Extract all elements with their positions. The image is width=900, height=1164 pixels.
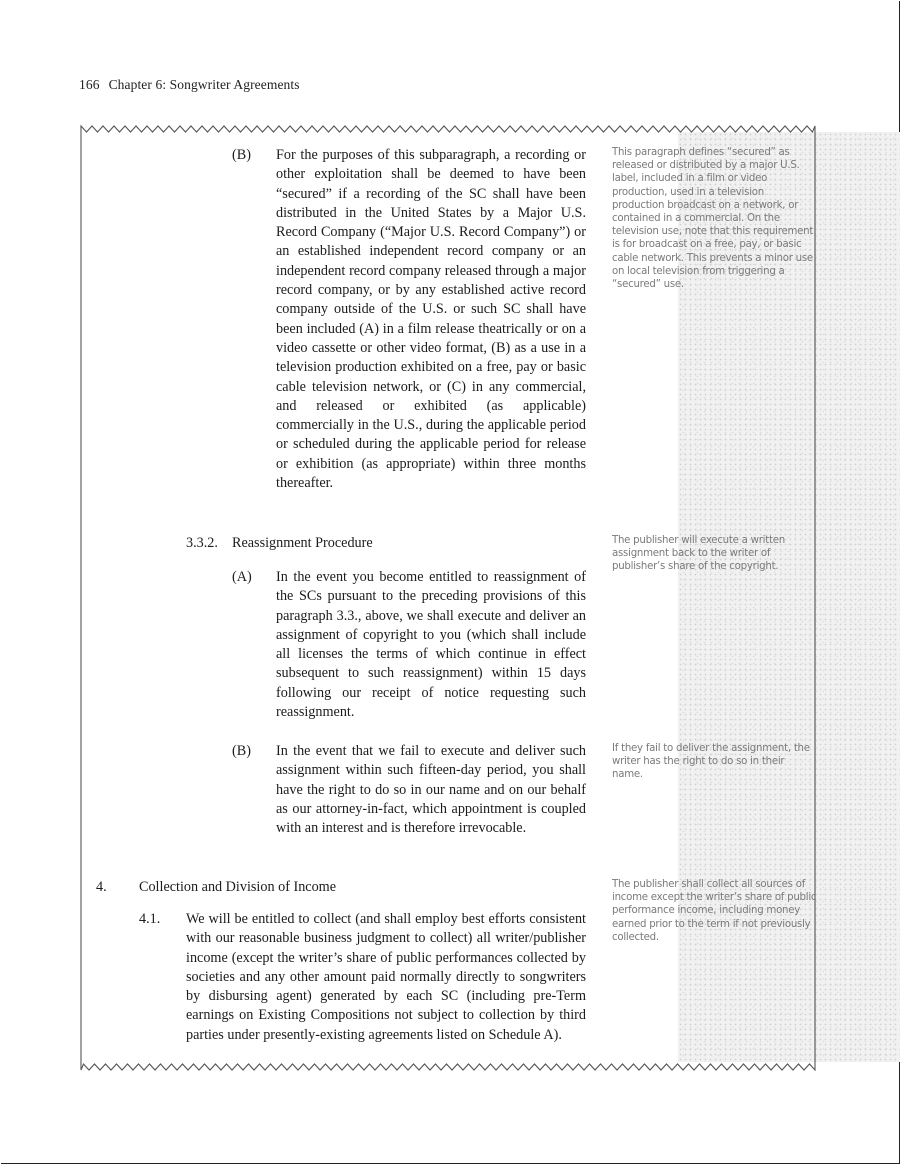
secured-definition-paragraph: For the purposes of this subparagraph, a recording or other exploitation shall be deemed to have been “secured” if a recording of the SC shall have been distributed in the United States by a Major U.S. Record Company (“Major U.S. Record Company”) or an established independent record company or an independent record company released through a major record company, or by any established active record company outside of the U.S. or such SC shall have been included (A) in a film release theatrically or on a video cassette or other video format, (B) as a use in a television production exhibited on a free, pay or basic cable television network, or (C) in any commercial, and released or exhibited (as applicable) commercially in the U.S., during the applicable period or scheduled during the applicable period for release or exhibition (as appropriate) within three months thereafter. — [276, 147, 586, 492]
note-collection: The publisher shall collect all sources of income except the writer’s share of public performance income, including money earned prior to the term if not previously collected. — [612, 879, 817, 943]
section-4-1-number: 4.1. — [139, 911, 161, 927]
note-reassignment: The publisher will execute a written assignment back to the writer of publisher’s share of the copyright. — [612, 535, 785, 573]
page-number: 166 — [79, 77, 100, 92]
section-4-title: Collection and Division of Income — [139, 879, 337, 895]
chapter-title: Chapter 6: Songwriter Agreements — [108, 77, 300, 92]
running-head — [79, 77, 300, 93]
collection-paragraph: We will be entitled to collect (and shall employ best efforts consistent with our reasonable business judgment to collect) all writer/publisher income (except the writer’s share of public performances collected by societies and any other amount paid normally directly to songwriters by disbursing agent) generated by each SC (including pre-Term earnings on Existing Compositions not subject to collection by third parties under presently-existing agreements listed on Schedule A). — [186, 911, 586, 1043]
attorney-in-fact-paragraph: In the event that we fail to execute and deliver such assignment within such fifteen-day period, you shall have the right to do so in our name and on our behalf as our attorney-in-fact, which appointment is coupled with an interest and is therefore irrevocable. — [276, 743, 586, 837]
sub-b2-label: (B) — [232, 743, 251, 759]
section-3-3-2-title: Reassignment Procedure — [232, 535, 373, 551]
note-secured: This paragraph defines “secured” as released or distributed by a major U.S. label, included in a film or video production, used in a television production broadcast on a network, or contained in a commercial. On the television use, note that this requirement is for broadcast on a free, pay, or basic cable network. This prevents a minor use on local television from triggering a “secured” use. — [612, 147, 814, 291]
note-failure: If they fail to deliver the assignment, the writer has the right to do so in their name. — [612, 743, 810, 781]
sub-a-label: (A) — [232, 569, 252, 585]
sub-b-label: (B) — [232, 147, 251, 163]
section-4-number: 4. — [96, 879, 107, 895]
reassignment-paragraph: In the event you become entitled to reassignment of the SCs pursuant to the preceding provisions of this paragraph 3.3., above, we shall execute and deliver an assignment of copyright to you (which shall include all licenses the terms of which continue in effect subsequent to such reassignment) within 15 days following our receipt of notice requesting such reassignment. — [276, 569, 586, 721]
section-3-3-2-number: 3.3.2. — [186, 535, 218, 551]
